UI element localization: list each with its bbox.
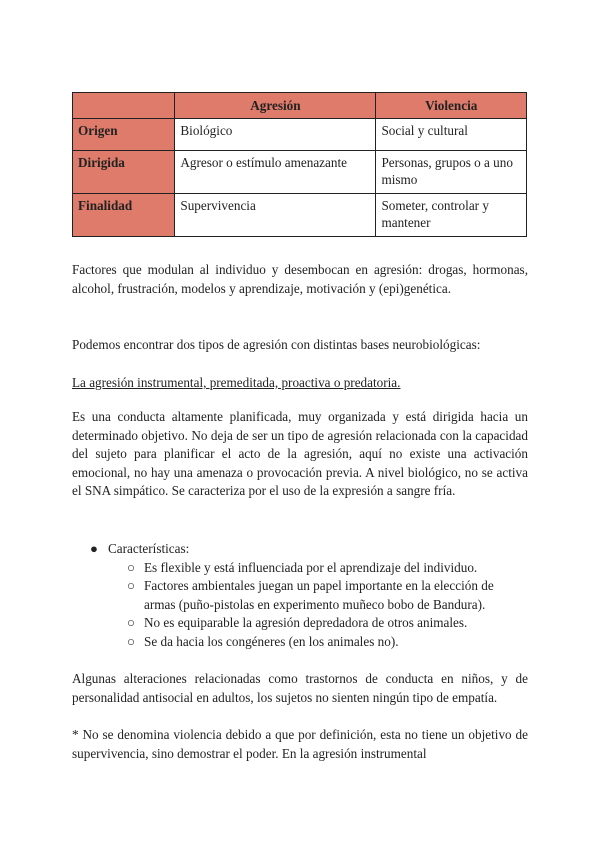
- row-label-origen: Origen: [73, 119, 175, 151]
- list-item-text: Es flexible y está influenciada por el aprendizaje del individuo.: [144, 559, 478, 575]
- circle-bullet-icon: ○: [127, 578, 135, 594]
- cell-origen-agresion: Biológico: [175, 119, 376, 151]
- bullet-icon: ●: [90, 541, 98, 556]
- list-item: [72, 633, 528, 652]
- list-item-text: Se da hacia los congéneres (en los animales no).: [144, 633, 399, 649]
- list-item-text: No es equiparable la agresión depredadora de otros animales.: [144, 615, 468, 631]
- table-row: [73, 194, 527, 237]
- table-row: [73, 151, 527, 194]
- section-subtitle: La agresión instrumental, premeditada, proactiva o predatoria.: [72, 375, 401, 390]
- cell-finalidad-agresion: Supervivencia: [175, 194, 376, 237]
- table-header-empty: [73, 93, 175, 119]
- row-label-dirigida: Dirigida: [73, 151, 175, 194]
- table-header-agresion: Agresión: [175, 93, 376, 119]
- list-item: [72, 614, 528, 633]
- table-header-violencia: Violencia: [376, 93, 527, 119]
- paragraph-conducta: Es una conducta altamente planificada, muy organizada y está dirigida hacia un determinado objetivo. No deja de ser un tipo de agresión relacionada con la capacidad del sujeto para planificar el acto de la agresión, aquí no existe una activación emocional, no hay una amenaza o provocación previa. A nivel biológico, no se activa el SNA simpático. Se caracteriza por el uso de la expresión a sangre fría.: [72, 409, 528, 499]
- characteristics-list: [72, 540, 528, 652]
- comparison-table: [72, 92, 527, 237]
- cell-dirigida-violencia: Personas, grupos o a uno mismo: [376, 151, 527, 194]
- paragraph-nota: * No se denomina violencia debido a que por definición, esta no tiene un objetivo de supervivencia, sino demostrar el poder. En la agresión instrumental: [72, 727, 528, 761]
- list-item: [72, 577, 528, 614]
- sub-list: [72, 559, 528, 652]
- cell-dirigida-agresion: Agresor o estímulo amenazante: [175, 151, 376, 194]
- circle-bullet-icon: ○: [127, 633, 135, 649]
- cell-origen-violencia: Social y cultural: [376, 119, 527, 151]
- paragraph-tipos: Podemos encontrar dos tipos de agresión con distintas bases neurobiológicas:: [72, 337, 481, 352]
- list-heading: Características:: [108, 541, 190, 556]
- table-header-row: [73, 93, 527, 119]
- list-item: [72, 559, 528, 578]
- circle-bullet-icon: ○: [127, 615, 135, 631]
- cell-finalidad-violencia: Someter, controlar y mantener: [376, 194, 527, 237]
- paragraph-alteraciones: Algunas alteraciones relacionadas como trastornos de conducta en niños, y de personalidad antisocial en adultos, los sujetos no sienten ningún tipo de empatía.: [72, 671, 528, 705]
- list-item-text: Factores ambientales juegan un papel importante en la elección de armas (puño-pistolas en experimento muñeco bobo de Bandura).: [144, 578, 494, 612]
- circle-bullet-icon: ○: [127, 559, 135, 575]
- table-row: [73, 119, 527, 151]
- paragraph-factores: Factores que modulan al individuo y desembocan en agresión: drogas, hormonas, alcohol, frustración, modelos y aprendizaje, motivación y (epi)genética.: [72, 262, 528, 296]
- row-label-finalidad: Finalidad: [73, 194, 175, 237]
- list-item: [72, 540, 528, 559]
